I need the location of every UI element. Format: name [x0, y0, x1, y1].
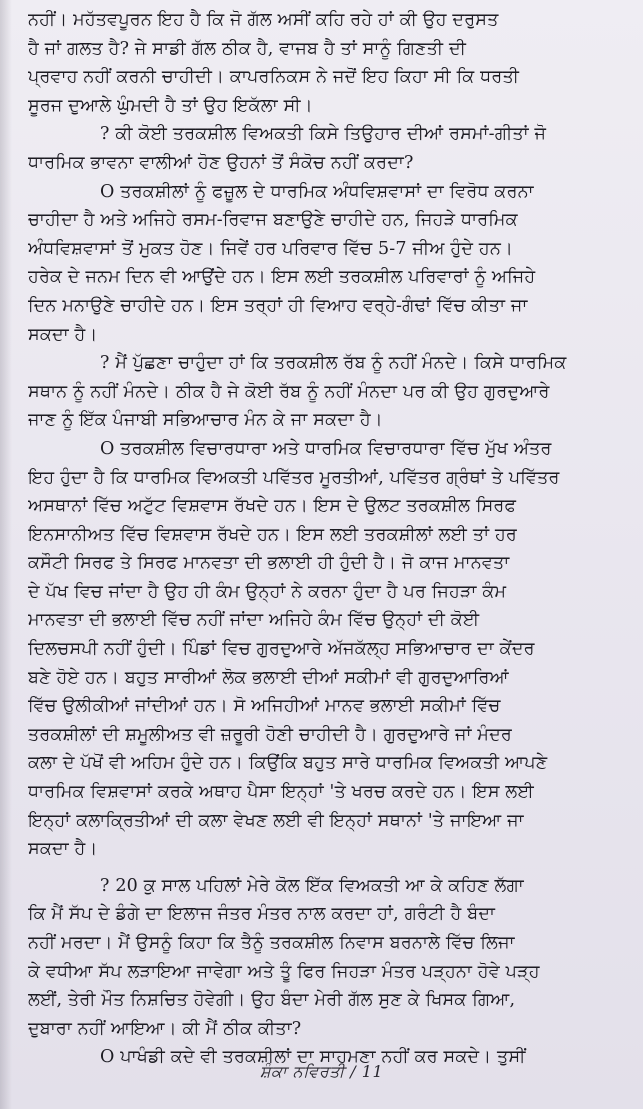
- page-footer: ਸ਼ੰਕਾ ਨਵਿਰਤੀ / 11: [259, 1062, 384, 1081]
- page-gutter-shadow: [0, 0, 12, 1109]
- text-line: ਦੁਬਾਰਾ ਨਹੀਂ ਆਇਆ। ਕੀ ਮੈਂ ਠੀਕ ਕੀਤਾ?: [28, 1018, 302, 1039]
- text-line: ਸਕਦਾ ਹੈ।: [28, 324, 98, 345]
- text-line: ਨਹੀਂ। ਮਹੱਤਵਪੂਰਨ ਇਹ ਹੈ ਕਿ ਜੋ ਗੱਲ ਅਸੀਂ ਕਹਿ ਰਹੇ ਹਾਂ ਕੀ ਉਹ ਦਰੁਸਤ: [28, 10, 499, 30]
- text-line: ਹੈ ਜਾਂ ਗਲਤ ਹੈ? ਜੇ ਸਾਡੀ ਗੱਲ ਠੀਕ ਹੈ, ਵਾਜਬ ਹੈ ਤਾਂ ਸਾਨੂੰ ਗਿਣਤੀ ਦੀ: [28, 38, 467, 59]
- text-line: ਜਾਣ ਨੂੰ ਇੱਕ ਪੰਜਾਬੀ ਸਭਿਆਚਾਰ ਮੰਨ ਕੇ ਜਾ ਸਕਦਾ ਹੈ।: [28, 410, 383, 431]
- text-line: ਸੂਰਜ ਦੁਆਲੇ ਘੁੰਮਦੀ ਹੈ ਤਾਂ ਉਹ ਇਕੱਲਾ ਸੀ।: [28, 95, 313, 116]
- text-line: ਲਈਂ, ਤੇਰੀ ਮੌਤ ਨਿਸ਼ਚਿਤ ਹੋਵੇਗੀ। ਉਹ ਬੰਦਾ ਮੇਰੀ ਗੱਲ ਸੁਣ ਕੇ ਖਿਸਕ ਗਿਆ,: [28, 990, 516, 1011]
- text-line: ਅਸਥਾਨਾਂ ਵਿੱਚ ਅਟੁੱਟ ਵਿਸ਼ਵਾਸ ਰੱਖਦੇ ਹਨ। ਇਸ ਦੇ ਉਲਟ ਤਰਕਸ਼ੀਲ ਸਿਰਫ: [28, 496, 517, 517]
- text-line: ਪ੍ਰਵਾਹ ਨਹੀਂ ਕਰਨੀ ਚਾਹੀਦੀ। ਕਾਪਰਨਿਕਸ ਨੇ ਜਦੋਂ ਇਹ ਕਿਹਾ ਸੀ ਕਿ ਧਰਤੀ: [28, 67, 520, 88]
- text-line: ਦੇ ਪੱਖ ਵਿਚ ਜਾਂਦਾ ਹੈ ਉਹ ਹੀ ਕੰਮ ਉਨ੍ਹਾਂ ਨੇ ਕਰਨਾ ਹੁੰਦਾ ਹੈ ਪਰ ਜਿਹੜਾ ਕੰਮ: [28, 581, 507, 602]
- text-line: ਮਾਨਵਤਾ ਦੀ ਭਲਾਈ ਵਿੱਚ ਨਹੀਂ ਜਾਂਦਾ ਅਜਿਹੇ ਕੰਮ ਵਿੱਚ ਉਨ੍ਹਾਂ ਦੀ ਕੋਈ: [28, 610, 480, 631]
- text-line: ਦਿਲਚਸਪੀ ਨਹੀਂ ਹੁੰਦੀ। ਪਿੰਡਾਂ ਵਿਚ ਗੁਰਦੁਆਰੇ ਅੱਜਕੱਲ੍ਹ ਸਭਿਆਚਾਰ ਦਾ ਕੇਂਦਰ: [28, 639, 535, 660]
- text-line: ਕੇ ਵਧੀਆ ਸੱਪ ਲੜਾਇਆ ਜਾਵੇਗਾ ਅਤੇ ਤੂੰ ਫਿਰ ਜਿਹੜਾ ਮੰਤਰ ਪੜ੍ਹਨਾ ਹੋਵੇ ਪੜ੍ਹ: [28, 961, 540, 982]
- text-line: ਇਨਸਾਨੀਅਤ ਵਿੱਚ ਵਿਸ਼ਵਾਸ ਰੱਖਦੇ ਹਨ। ਇਸ ਲਈ ਤਰਕਸ਼ੀਲਾਂ ਲਈ ਤਾਂ ਹਰ: [28, 524, 517, 545]
- paragraph-gap: [28, 864, 620, 872]
- text-line: ਬਣੇ ਹੋਏ ਹਨ। ਬਹੁਤ ਸਾਰੀਆਂ ਲੋਕ ਭਲਾਈ ਦੀਆਂ ਸਕੀਮਾਂ ਵੀ ਗੁਰਦੁਆਰਿਆਂ: [28, 667, 509, 688]
- text-line: ਕਸੌਟੀ ਸਿਰਫ ਤੇ ਸਿਰਫ ਮਾਨਵਤਾ ਦੀ ਭਲਾਈ ਹੀ ਹੁੰਦੀ ਹੈ। ਜੋ ਕਾਜ ਮਾਨਵਤਾ: [28, 553, 510, 574]
- answer-line: O ਤਰਕਸ਼ੀਲ ਵਿਚਾਰਧਾਰਾ ਅਤੇ ਧਾਰਮਿਕ ਵਿਚਾਰਧਾਰਾ ਵਿੱਚ ਮੁੱਖ ਅੰਤਰ: [100, 438, 552, 459]
- answer-line: O ਪਾਖੰਡੀ ਕਦੇ ਵੀ ਤਰਕਸ਼ੀਲਾਂ ਦਾ ਸਾਹਮਣਾ ਨਹੀਂ ਕਰ ਸਕਦੇ। ਤੁਸੀਂ: [100, 1047, 526, 1068]
- text-line: ਇਹ ਹੁੰਦਾ ਹੈ ਕਿ ਧਾਰਮਿਕ ਵਿਅਕਤੀ ਪਵਿੱਤਰ ਮੂਰਤੀਆਂ, ਪਵਿੱਤਰ ਗ੍ਰੰਥਾਂ ਤੇ ਪਵਿੱਤਰ: [28, 467, 560, 488]
- text-line: ਦਿਨ ਮਨਾਉਣੇ ਚਾਹੀਦੇ ਹਨ। ਇਸ ਤਰ੍ਹਾਂ ਹੀ ਵਿਆਹ ਵਰ੍ਹੇ-ਗੰਢਾਂ ਵਿੱਚ ਕੀਤਾ ਜਾ: [28, 295, 528, 316]
- text-line: ਕਲਾ ਦੇ ਪੱਖੋਂ ਵੀ ਅਹਿਮ ਹੁੰਦੇ ਹਨ। ਕਿਉਂਕਿ ਬਹੁਤ ਸਾਰੇ ਧਾਰਮਿਕ ਵਿਅਕਤੀ ਆਪਣੇ: [28, 753, 548, 774]
- text-line: ਨਹੀਂ ਮਰਦਾ। ਮੈਂ ਉਸਨੂੰ ਕਿਹਾ ਕਿ ਤੈਨੂੰ ਤਰਕਸ਼ੀਲ ਨਿਵਾਸ ਬਰਨਾਲੇ ਵਿੱਚ ਲਿਜਾ: [28, 933, 515, 953]
- text-line: ਸਥਾਨ ਨੂੰ ਨਹੀਂ ਮੰਨਦੇ। ਠੀਕ ਹੈ ਜੇ ਕੋਈ ਰੱਬ ਨੂੰ ਨਹੀਂ ਮੰਨਦਾ ਪਰ ਕੀ ਉਹ ਗੁਰਦੁਆਰੇ: [28, 381, 550, 402]
- text-line: ਚਾਹੀਦਾ ਹੈ ਅਤੇ ਅਜਿਹੇ ਰਸਮ-ਰਿਵਾਜ ਬਣਾਉਣੇ ਚਾਹੀਦੇ ਹਨ, ਜਿਹੜੇ ਧਾਰਮਿਕ: [28, 210, 518, 231]
- text-line: ਇਨ੍ਹਾਂ ਕਲਾਕ੍ਰਿਤੀਆਂ ਦੀ ਕਲਾ ਵੇਖਣ ਲਈ ਵੀ ਇਨ੍ਹਾਂ ਸਥਾਨਾਂ 'ਤੇ ਜਾਇਆ ਜਾ: [28, 810, 524, 831]
- text-line: ਹਰੇਕ ਦੇ ਜਨਮ ਦਿਨ ਵੀ ਆਉਂਦੇ ਹਨ। ਇਸ ਲਈ ਤਰਕਸ਼ੀਲ ਪਰਿਵਾਰਾਂ ਨੂੰ ਅਜਿਹੇ: [28, 267, 536, 288]
- answer-line: O ਤਰਕਸ਼ੀਲਾਂ ਨੂੰ ਫਜ਼ੂਲ ਦੇ ਧਾਰਮਿਕ ਅੰਧਵਿਸ਼ਵਾਸਾਂ ਦਾ ਵਿਰੋਧ ਕਰਨਾ: [100, 181, 534, 202]
- question-line: ? ਮੈਂ ਪੁੱਛਣਾ ਚਾਹੁੰਦਾ ਹਾਂ ਕਿ ਤਰਕਸ਼ੀਲ ਰੱਬ ਨੂੰ ਨਹੀਂ ਮੰਨਦੇ। ਕਿਸੇ ਧਾਰਮਿਕ: [100, 353, 567, 374]
- text-line: ਧਾਰਮਿਕ ਵਿਸ਼ਵਾਸਾਂ ਕਰਕੇ ਅਥਾਹ ਪੈਸਾ ਇਨ੍ਹਾਂ 'ਤੇ ਖਰਚ ਕਰਦੇ ਹਨ। ਇਸ ਲਈ: [28, 782, 534, 803]
- text-line: ਸਕਦਾ ਹੈ।: [28, 839, 98, 860]
- question-line: ? ਕੀ ਕੋਈ ਤਰਕਸ਼ੀਲ ਵਿਅਕਤੀ ਕਿਸੇ ਤਿਉਹਾਰ ਦੀਆਂ ਰਸਮਾਂ-ਗੀਤਾਂ ਜੋ: [100, 124, 547, 145]
- text-line: ਅੰਧਵਿਸ਼ਵਾਸਾਂ ਤੋਂ ਮੁਕਤ ਹੋਣ। ਜਿਵੇਂ ਹਰ ਪਰਿਵਾਰ ਵਿੱਚ 5-7 ਜੀਅ ਹੁੰਦੇ ਹਨ।: [28, 238, 513, 259]
- question-line: ? 20 ਕੁ ਸਾਲ ਪਹਿਲਾਂ ਮੇਰੇ ਕੋਲ ਇੱਕ ਵਿਅਕਤੀ ਆ ਕੇ ਕਹਿਣ ਲੱਗਾ: [100, 875, 524, 896]
- body-text: [28, 6, 620, 1072]
- text-line: ਤਰਕਸ਼ੀਲਾਂ ਦੀ ਸ਼ਮੂਲੀਅਤ ਵੀ ਜ਼ਰੂਰੀ ਹੋਣੀ ਚਾਹੀਦੀ ਹੈ। ਗੁਰਦੁਆਰੇ ਜਾਂ ਮੰਦਰ: [28, 724, 512, 745]
- text-line: ਕਿ ਮੈਂ ਸੱਪ ਦੇ ਡੰਗੇ ਦਾ ਇਲਾਜ ਜੰਤਰ ਮੰਤਰ ਨਾਲ ਕਰਦਾ ਹਾਂ, ਗਰੰਟੀ ਹੈ ਬੰਦਾ: [28, 904, 496, 925]
- text-line: ਧਾਰਮਿਕ ਭਾਵਨਾ ਵਾਲੀਆਂ ਹੋਣ ਉਹਨਾਂ ਤੋਂ ਸੰਕੋਚ ਨਹੀਂ ਕਰਦਾ?: [28, 152, 414, 173]
- text-line: ਵਿੱਚ ਉਲੀਕੀਆਂ ਜਾਂਦੀਆਂ ਹਨ। ਸੋ ਅਜਿਹੀਆਂ ਮਾਨਵ ਭਲਾਈ ਸਕੀਮਾਂ ਵਿੱਚ: [28, 696, 501, 717]
